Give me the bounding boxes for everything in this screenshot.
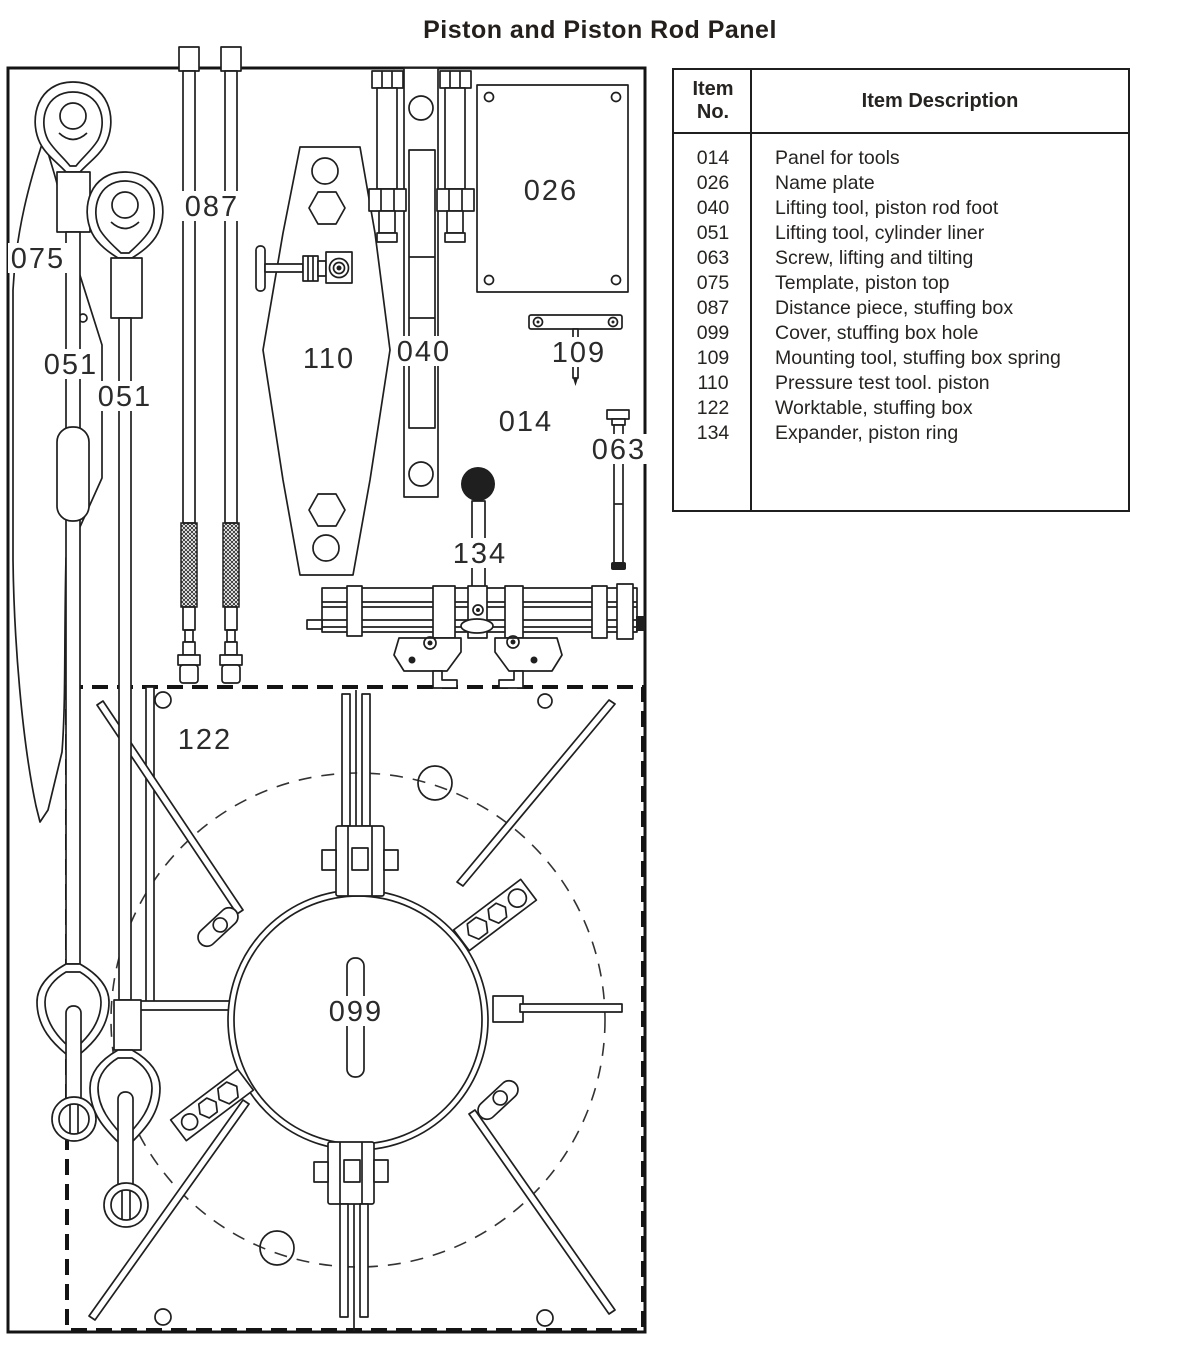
label-109: 109 bbox=[551, 337, 607, 369]
label-014: 014 bbox=[498, 406, 554, 438]
label-087: 087 bbox=[184, 191, 240, 223]
label-051b: 051 bbox=[97, 381, 153, 413]
label-122: 122 bbox=[177, 724, 233, 756]
table-row: 014 Panel for tools bbox=[696, 147, 900, 169]
label-134: 134 bbox=[452, 538, 508, 570]
table-row: 099 Cover, stuffing box hole bbox=[696, 322, 979, 344]
lifting-tool-040 bbox=[369, 68, 474, 497]
label-026: 026 bbox=[523, 175, 579, 207]
table-row: 134 Expander, piston ring bbox=[696, 422, 959, 444]
table-row: 087 Distance piece, stuffing box bbox=[696, 297, 1014, 319]
header-item-description: Item Description bbox=[861, 89, 1019, 112]
label-051a: 051 bbox=[43, 349, 99, 381]
table-row: 122 Worktable, stuffing box bbox=[696, 397, 973, 419]
table-row: 063 Screw, lifting and tilting bbox=[696, 247, 974, 269]
label-063: 063 bbox=[591, 434, 647, 466]
table-row: 075 Template, piston top bbox=[696, 272, 950, 294]
label-110: 110 bbox=[302, 343, 356, 375]
table-row: 110 Pressure test tool. piston bbox=[697, 372, 990, 394]
header-item-no: Item No. bbox=[692, 78, 734, 123]
table-row: 026 Name plate bbox=[696, 172, 875, 194]
table-row: 051 Lifting tool, cylinder liner bbox=[696, 222, 985, 244]
table-header bbox=[674, 70, 1128, 134]
table-column-divider bbox=[750, 70, 752, 510]
parts-table bbox=[672, 68, 1130, 512]
table-body bbox=[674, 134, 1128, 447]
table-row: 109 Mounting tool, stuffing box spring bbox=[696, 347, 1061, 369]
page-title: Piston and Piston Rod Panel bbox=[423, 16, 777, 44]
label-075: 075 bbox=[10, 243, 66, 275]
table-row: 040 Lifting tool, piston rod foot bbox=[696, 197, 999, 219]
distance-pieces-087 bbox=[178, 47, 242, 683]
label-099: 099 bbox=[328, 996, 384, 1028]
label-040: 040 bbox=[396, 336, 452, 368]
